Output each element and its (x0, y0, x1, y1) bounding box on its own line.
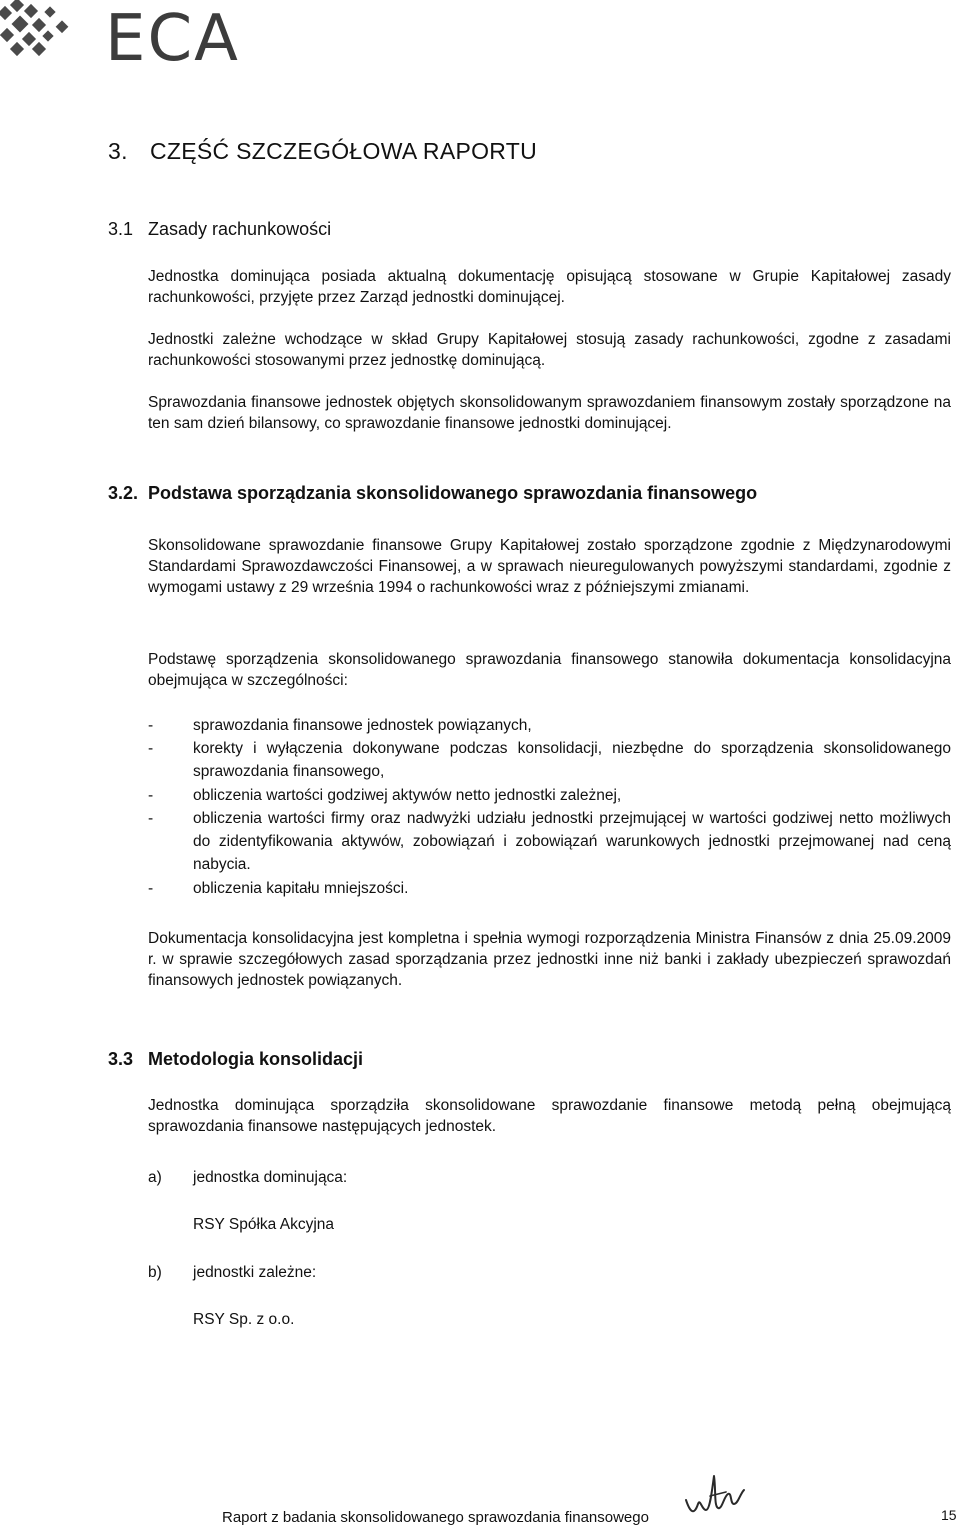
list-marker: b) (148, 1264, 162, 1281)
list-item-text: obliczenia wartości godziwej aktywów netto jednostki zależnej, (193, 787, 622, 804)
list-dash: - (148, 740, 154, 757)
list-item-text: korekty i wyłączenia dokonywane podczas konsolidacji, niezbędne do sporządzenia skonsolidowanego sprawozdania finansowego, (193, 740, 951, 780)
paragraph: Skonsolidowane sprawozdanie finansowe Grupy Kapitałowej zostało sporządzone zgodnie z Międzynarodowymi Standardami Sprawozdawczości Finansowej, a w sprawach nieuregulowanych powyższymi standardami, zgodnie z wymogami ustawy z 29 września 1994 o rachunkowości wraz z późniejszymi zmianami. (148, 537, 951, 596)
paragraph: Jednostki zależne wchodzące w skład Grupy Kapitałowej stosują zasady rachunkowości, zgodne z zasadami rachunkowości stosowanymi przez jednostkę dominującą. (148, 331, 951, 369)
section-number: 3. (108, 138, 128, 164)
section-3-2-heading (108, 481, 757, 505)
entity-name: RSY Spółka Akcyjna (193, 1216, 335, 1233)
paragraph: Sprawozdania finansowe jednostek objętych skonsolidowanym sprawozdaniem finansowym zostały sporządzone na ten sam dzień bilansowy, co sprawozdanie finansowe jednostki dominującej. (148, 394, 951, 432)
list-item-text: obliczenia kapitału mniejszości. (193, 880, 409, 897)
signature-initials (680, 1470, 750, 1525)
paragraph: Podstawę sporządzenia skonsolidowanego sprawozdania finansowego stanowiła dokumentacja konsolidacyjna obejmująca w szczególności: (148, 651, 951, 689)
section-number: 3.2. (108, 483, 139, 503)
list-dash: - (148, 717, 154, 734)
list-item (148, 807, 951, 876)
list-dash: - (148, 787, 154, 804)
list-dash: - (148, 880, 154, 897)
paragraph: Jednostka dominująca sporządziła skonsolidowane sprawozdanie finansowe metodą pełną obejmującą sprawozdania finansowe następujących jednostek. (148, 1097, 951, 1135)
section-number: 3.1 (108, 219, 134, 239)
list-item (148, 737, 951, 783)
paragraph: Dokumentacja konsolidacyjna jest kompletna i spełnia wymogi rozporządzenia Ministra Finansów z dnia 25.09.2009 r. w sprawie szczegółowych zasad sporządzania przez jednostki inne niż banki i zakłady ubezpieczeń sprawozdań finansowych jednostek powiązanych. (148, 930, 951, 989)
section-3-3-heading (108, 1047, 363, 1071)
section-3-1-heading (108, 217, 331, 241)
section-title: Zasady rachunkowości (148, 219, 332, 239)
entity-name: RSY Sp. z o.o. (193, 1311, 295, 1328)
list-item (148, 877, 951, 900)
list-item (148, 784, 951, 807)
eca-star-icon (0, 0, 92, 70)
entity-list-item-b (148, 1262, 316, 1283)
list-label: jednostka dominująca: (193, 1169, 348, 1186)
list-dash: - (148, 810, 154, 827)
section-title: Podstawa sporządzania skonsolidowanego sprawozdania finansowego (148, 483, 758, 503)
list-marker: a) (148, 1169, 162, 1186)
footer-text: Raport z badania skonsolidowanego sprawozdania finansowego (222, 1509, 649, 1526)
list-label: jednostki zależne: (193, 1264, 317, 1281)
entity-list-item-a (148, 1167, 347, 1188)
list-item-text: obliczenia wartości firmy oraz nadwyżki udziału jednostki przejmującej w wartości godziwej netto możliwych do zidentyfikowania aktywów, zobowiązań i zobowiązań warunkowych jednostki przejmowanej nad ceną nabycia. (193, 810, 951, 873)
section-title: CZĘŚĆ SZCZEGÓŁOWA RAPORTU (150, 138, 538, 164)
page-number: 15 (941, 1507, 957, 1523)
section-title: Metodologia konsolidacji (148, 1049, 364, 1069)
section-3-heading (108, 136, 537, 166)
section-number: 3.3 (108, 1049, 134, 1069)
list-item (148, 714, 951, 737)
paragraph: Jednostka dominująca posiada aktualną dokumentację opisującą stosowane w Grupie Kapitałowej zasady rachunkowości, przyjęte przez Zarząd jednostki dominującej. (148, 268, 951, 306)
logo-text: ECA (105, 2, 240, 76)
list-item-text: sprawozdania finansowe jednostek powiązanych, (193, 717, 532, 734)
